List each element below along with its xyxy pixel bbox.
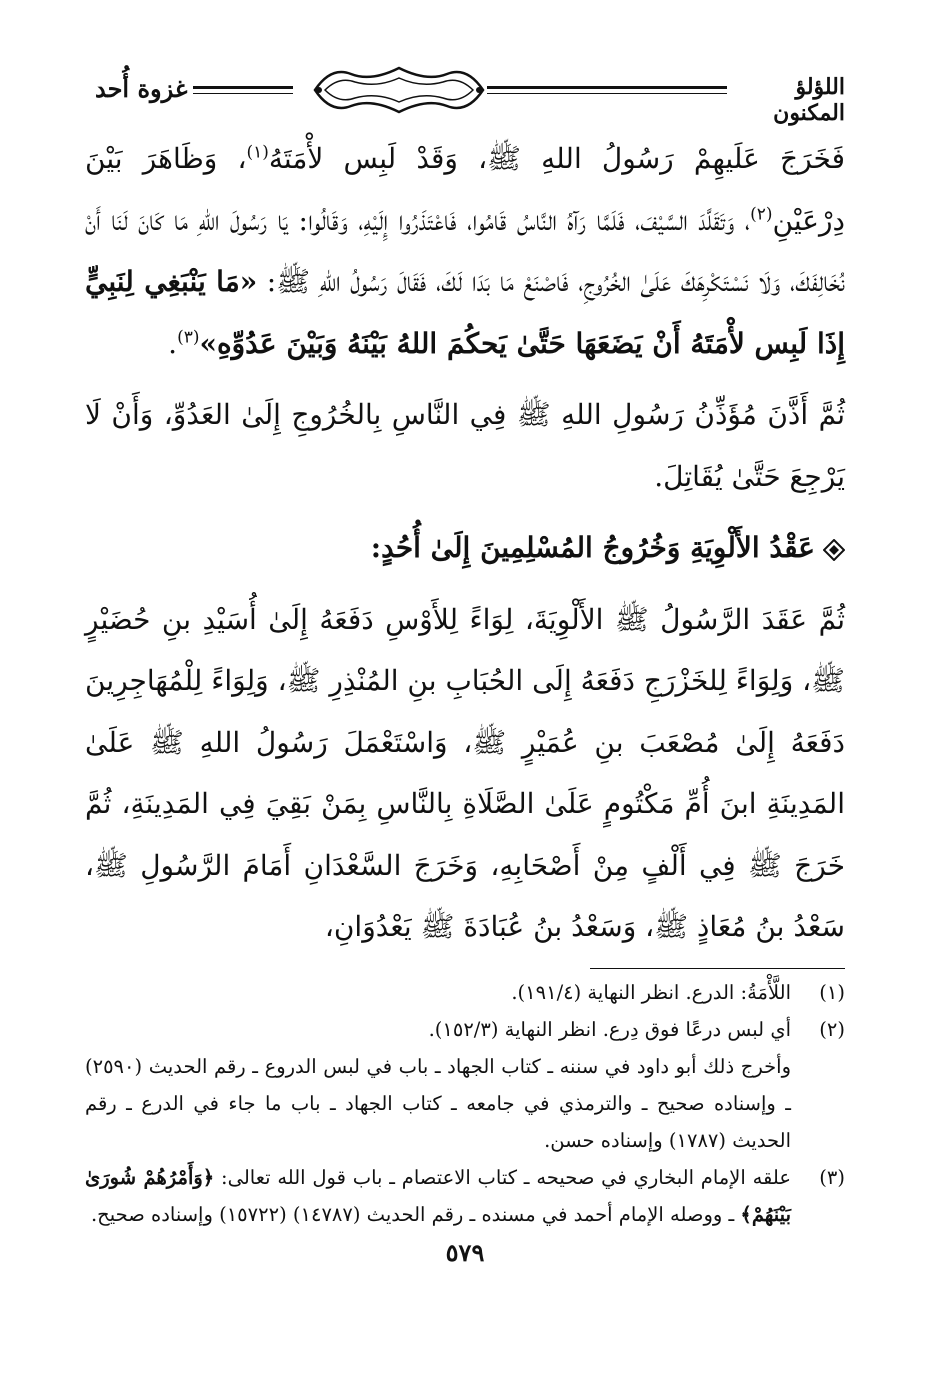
paragraph: ثُمَّ أَذَّنَ مُؤَذِّنُ رَسُولِ اللهِ ﷺ فِي النَّاسِ بِالخُرُوجِ إِلَىٰ العَدُوِّ، وَأَنْ لَا يَرْجِعَ حَتَّىٰ يُقَاتِلَ. (85, 398, 845, 493)
hadith-quote: «مَا يَنْبَغِي لِنَبِيٍّ إِذَا لَبِس لأْمَتَهُ أَنْ يَضَعَهَا حَتَّىٰ يَحكُمَ اللهُ بَيْنَهُ وَبَيْنَ عَدُوِّهِ» (85, 265, 845, 360)
footnote-continuation (85, 1048, 845, 1159)
running-header (95, 60, 845, 124)
footnote-ref[interactable]: (٢) (750, 204, 773, 225)
footnote-ref[interactable]: (٣) (177, 327, 200, 348)
footnote-separator (590, 968, 845, 969)
footnote-number: (٢) (819, 1018, 845, 1041)
footnote (85, 1159, 845, 1233)
quran-verse: ﴿وَأَمْرُهُمْ شُورَىٰ بَيْنَهُمْ﴾ (85, 1166, 791, 1226)
footnote-text: علقه الإمام البخاري في صحيحه ـ كتاب الاعتصام ـ باب قول الله تعالى: ﴿وَأَمْرُهُمْ شُورَىٰ بَيْنَهُمْ﴾ ـ ووصله الإمام أحمد في مسنده ـ رقم الحديث (١٤٧٨٧) (١٥٧٢٢) وإسناده صحيح. (85, 1166, 791, 1226)
footnote (85, 974, 845, 1011)
page-number: ٥٧٩ (445, 1238, 485, 1267)
main-text (85, 128, 845, 958)
footnote (85, 1011, 845, 1048)
header-rule-left (193, 86, 293, 94)
ornament-bullet-icon (823, 539, 845, 561)
header-ornament-icon (311, 60, 487, 120)
section-heading: عَقْدُ الأَلْوِيَةِ وَخُرُوجُ المُسْلِمِينَ إِلَىٰ أُحُدٍ: (85, 517, 845, 579)
section-title: غزوة أُحد (95, 74, 188, 103)
paragraph: ثُمَّ عَقَدَ الرَّسُولُ ﷺ الأَلْوِيَةَ، لِوَاءً لِلأَوْسِ دَفَعَهُ إِلَىٰ أُسَيْدِ بنِ حُضَيْرٍ ﷺ، وَلِوَاءً لِلخَزْرَجِ دَفَعَهُ إِلَى الحُبَابِ بنِ المُنْذِرِ ﷺ، وَلِوَاءً لِلْمُهَاجِرِينَ دَفَعَهُ إِلَىٰ مُصْعَبَ بنِ عُمَيْرٍ ﷺ، وَاسْتَعْمَلَ رَسُولُ اللهِ ﷺ عَلَىٰ المَدِينَةِ ابنَ أُمِّ مَكْتُومٍ عَلَىٰ الصَّلَاةِ بِالنَّاسِ بِمَنْ بَقِيَ فِي المَدِينَةِ، ثُمَّ خَرَجَ ﷺ فِي أَلْفٍ مِنْ أَصْحَابِهِ، وَخَرَجَ السَّعْدَانِ أَمَامَ الرَّسُولِ ﷺ، سَعْدُ بنُ مُعَاذٍ ﷺ، وَسَعْدُ بنُ عُبَادَةَ ﷺ يَعْدُوَانِ، (85, 602, 845, 943)
book-title: اللؤلؤ المكنون (773, 74, 845, 126)
footnote-text: اللَّأْمَةُ: الدرع. انظر النهاية (١٩١/٤). (511, 981, 791, 1004)
footnote-text: أي لبس درعًا فوق دِرع. انظر النهاية (١٥٢/٣). (428, 1018, 791, 1041)
footnote-number: (١) (819, 981, 845, 1004)
footnote-number: (٣) (819, 1166, 845, 1189)
footnote-text: وأخرج ذلك أبو داود في سننه ـ كتاب الجهاد ـ باب في لبس الدروع ـ رقم الحديث (٢٥٩٠) ـ وإسناده صحيح ـ والترمذي في جامعه ـ كتاب الجهاد ـ باب ما جاء في الدرع ـ رقم الحديث (١٧٨٧) وإسناده حسن. (85, 1055, 791, 1152)
paragraph: فَخَرَجَ عَلَيهِمْ رَسُولُ اللهِ ﷺ، وَقَدْ لَبِس لأْمَتَهُ$^{(١)}$، وَظَاهَرَ بَيْنَ دِرْعَيْنِ$^{(٢)}$، وَتَقَلَّدَ السَّيْفَ، فَلَمَّا رَآهُ النَّاسُ قَامُوا، فَاعْتَذَرُوا إِلَيْهِ، وَقَالُوا: يَا رَسُولَ اللهِ مَا كَانَ لَنَا أَنْ نُخَالِفَكَ، وَلَا نَسْتَكْرِهَكَ عَلَىٰ الخُرُوجِ، فَاصْنَعْ مَا بَدَا لَكَ، فَقَالَ رَسُولُ اللهِ ﷺ: «مَا يَنْبَغِي لِنَبِيٍّ إِذَا لَبِس لأْمَتَهُ أَنْ يَضَعَهَا حَتَّىٰ يَحكُمَ اللهُ بَيْنَهُ وَبَيْنَ عَدُوِّهِ»$^{(٣)}$. (85, 142, 845, 360)
footnote-ref[interactable]: (١) (246, 142, 269, 163)
header-rule-right (487, 86, 727, 94)
footnotes (85, 974, 845, 1233)
